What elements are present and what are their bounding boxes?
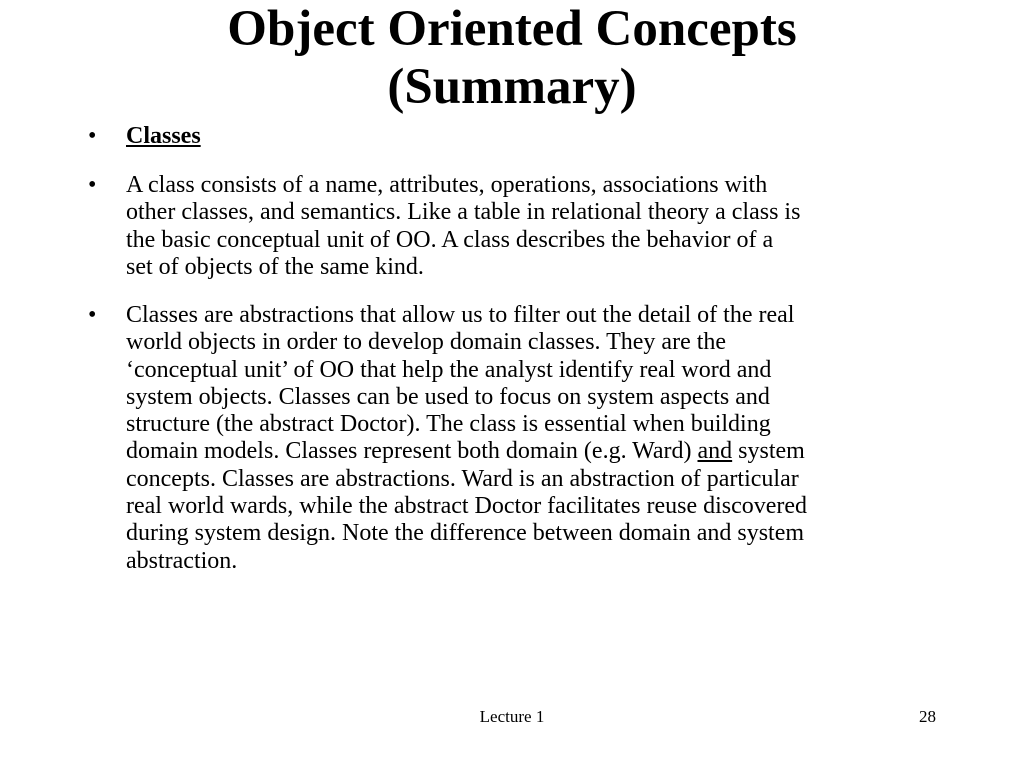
text-line: concepts. Classes are abstractions. Ward is an abstraction of particular [126,465,799,492]
text-line: during system design. Note the difference between domain and system [126,520,805,547]
text-line: Classes are abstractions that allow us to filter out the detail of the real [126,302,795,328]
underlined-word: and [697,438,733,465]
bullet-marker: • [88,123,97,149]
text-line: the basic conceptual unit of OO. A class describes the behavior of a [126,226,774,253]
text-fragment: domain models. Classes represent both domain (e.g. Ward) [126,438,698,465]
text-fragment: system [732,438,805,465]
text-line: A class consists of a name, attributes, operations, associations with [126,172,768,198]
text-line: ‘conceptual unit’ of OO that help the analyst identify real word and [126,356,772,383]
bullet-marker: • [88,302,97,328]
text-line: world objects in order to develop domain classes. They are the [126,329,727,356]
bullet-heading: Classes [126,123,201,149]
slide-title-line-1: Object Oriented Concepts [227,1,797,57]
footer-lecture-label: Lecture 1 [479,707,545,726]
text-line: set of objects of the same kind. [126,253,424,280]
text-line: abstraction. [126,547,238,574]
text-line: system objects. Classes can be used to focus on system aspects and [126,383,770,410]
bullet-text [126,172,948,281]
slide-title-line-2: (Summary) [387,59,637,115]
text-line: real world wards, while the abstract Doctor facilitates reuse discovered [126,493,808,520]
slide-page-number: 28 [919,707,936,726]
bullet-marker: • [88,172,97,198]
text-line: other classes, and semantics. Like a table in relational theory a class is [126,199,801,226]
text-line-with-underline [126,438,948,465]
bullet-text [126,302,948,575]
text-line: structure (the abstract Doctor). The class is essential when building [126,411,771,438]
